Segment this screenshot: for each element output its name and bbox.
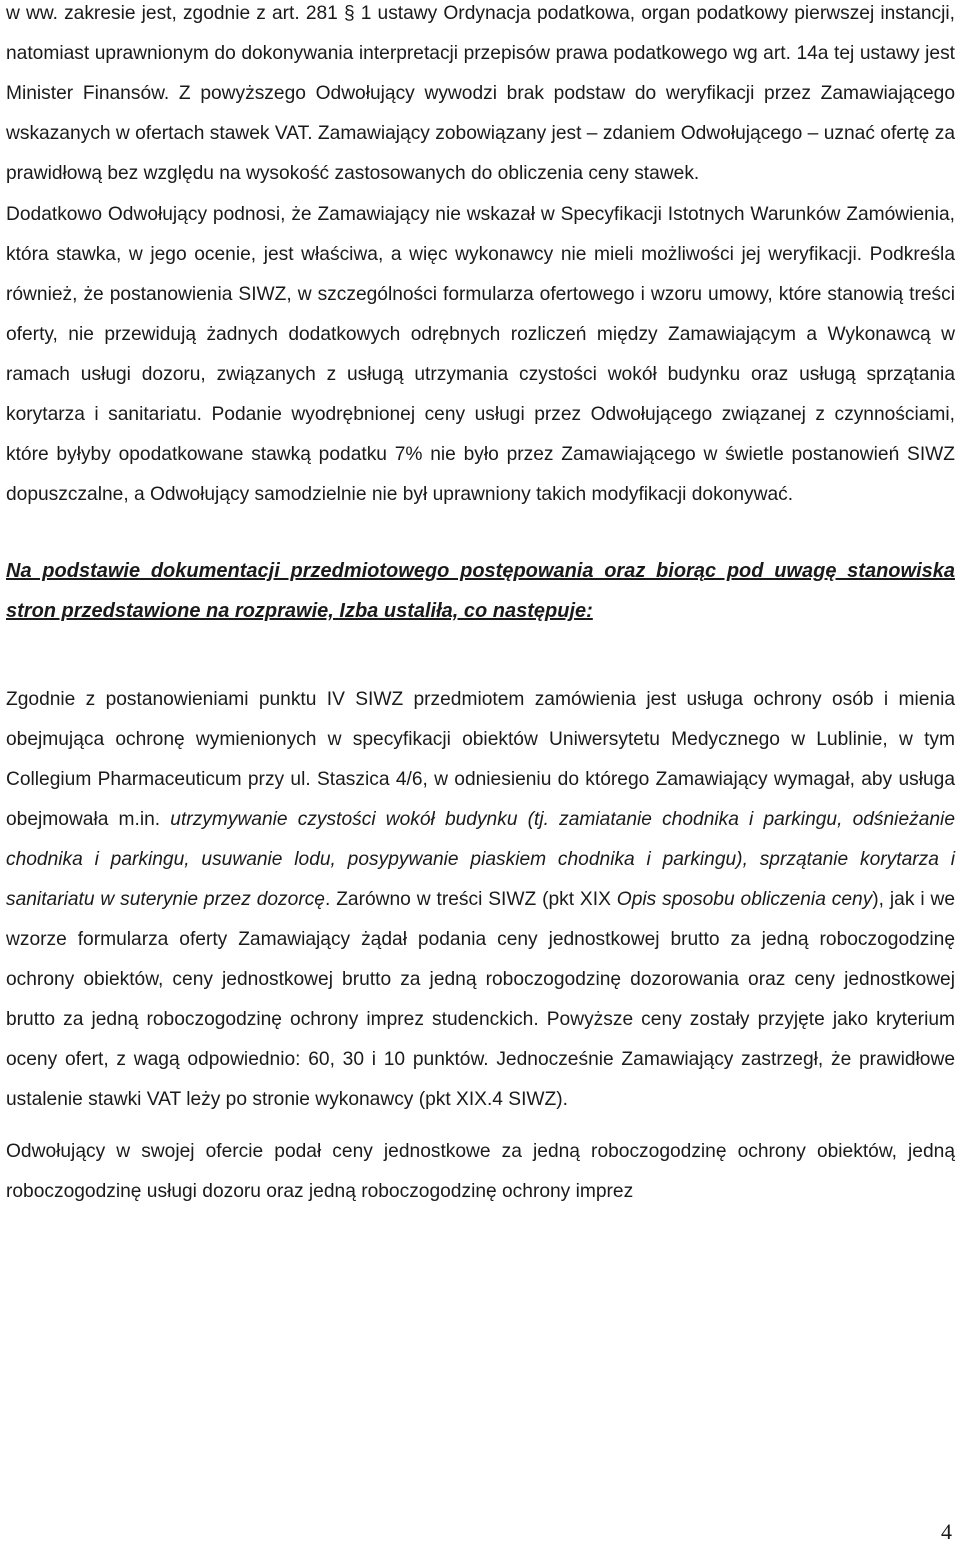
paragraph-2: Dodatkowo Odwołujący podnosi, że Zamawiający nie wskazał w Specyfikacji Istotnych Warunków Zamówienia, która stawka, w jego ocenie, jest właściwa, a więc wykonawcy nie mieli możliwości jej weryfikacji. Podkreśla również, że postanowienia SIWZ, w szczególności formularza ofertowego i wzoru umowy, które stanowią treści oferty, nie przewidują żadnych dodatkowych odrębnych rozliczeń między Zamawiającym a Wykonawcą w ramach usługi dozoru, związanych z usługą utrzymania czystości wokół budynku oraz usługą sprzątania korytarza i sanitariatu. Podanie wyodrębnionej ceny usługi przez Odwołującego związanej z czynnościami, które byłyby opodatkowane stawką podatku 7% nie było przez Zamawiającego w świetle postanowień SIWZ dopuszczalne, a Odwołujący samodzielnie nie był uprawniony takich modyfikacji dokonywać. <box>6 204 955 505</box>
paragraph-3 <box>6 680 955 1120</box>
paragraph-4: Odwołujący w swojej ofercie podał ceny jednostkowe za jedną roboczogodzinę ochrony obiektów, jedną roboczogodzinę usługi dozoru oraz jedną roboczogodzinę ochrony imprez <box>6 1141 955 1202</box>
paragraph-1: w ww. zakresie jest, zgodnie z art. 281 § 1 ustawy Ordynacja podatkowa, organ podatkowy pierwszej instancji, natomiast uprawnionym do dokonywania interpretacji przepisów prawa podatkowego wg art. 14a tej ustawy jest Minister Finansów. Z powyższego Odwołujący wywodzi brak podstaw do weryfikacji przez Zamawiającego wskazanych w ofertach stawek VAT. Zamawiający zobowiązany jest – zdaniem Odwołującego – uznać ofertę za prawidłową bez względu na wysokość zastosowanych do obliczenia ceny stawek. <box>6 3 955 184</box>
page-number: 4 <box>941 1519 952 1544</box>
paragraph-3-text-1: Zgodnie z postanowieniami punktu IV SIWZ przedmiotem zamówienia jest usługa ochrony osób i mienia obejmująca ochronę wymienionych w specyfikacji obiektów Uniwersytetu Medycznego w Lublinie, w tym Collegium Pharmaceuticum przy ul. Staszica 4/6, w odniesieniu do którego Zamawiający wymagał, aby usługa obejmowała m.in. <box>6 689 955 830</box>
paragraph-3-text-2: . Zarówno w treści SIWZ (pkt XIX <box>324 889 617 910</box>
paragraph-3-text-3: ), jak i we wzorze formularza oferty Zamawiający żądał podania ceny jednostkowej brutto za jedną roboczogodzinę ochrony obiektów, ceny jednostkowej brutto za jedną roboczogodzinę dozorowania oraz ceny jednostkowej brutto za jedną roboczogodzinę ochrony imprez studenckich. Powyższe ceny zostały przyjęte jako kryterium oceny ofert, z wagą odpowiednio: 60, 30 i 10 punktów. Jednocześnie Zamawiający zastrzegł, że prawidłowe ustalenie stawki VAT leży po stronie wykonawcy (pkt XIX.4 SIWZ). <box>6 889 955 1110</box>
paragraph-3-italic-1: utrzymywanie czystości wokół budynku (tj. zamiatanie chodnika i parkingu, odśnieżanie chodnika i parkingu, usuwanie lodu, posypywanie piaskiem chodnika i parkingu), sprzątanie korytarza i sanitariatu w suterynie przez dozorcę <box>6 809 955 910</box>
paragraph-3-italic-2: Opis sposobu obliczenia ceny <box>616 889 873 910</box>
findings-heading: Na podstawie dokumentacji przedmiotowego postępowania oraz biorąc pod uwagę stanowiska stron przedstawione na rozprawie, Izba ustaliła, co następuje: <box>6 560 955 622</box>
document-page <box>6 0 955 1212</box>
